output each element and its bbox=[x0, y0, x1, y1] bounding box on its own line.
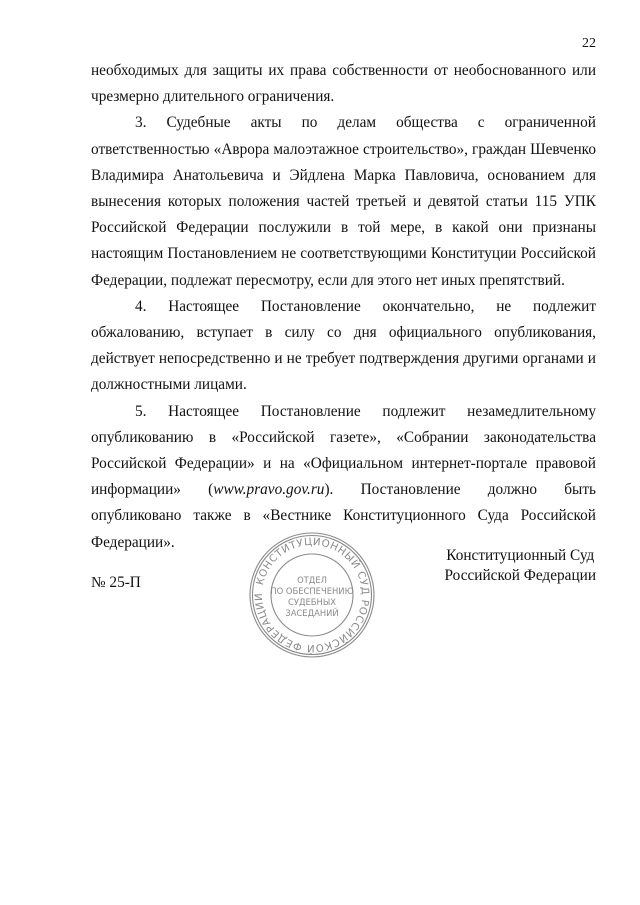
stamp-center-line-1: ОТДЕЛ bbox=[297, 575, 327, 585]
paragraph-continuation: необходимых для защиты их права собственности от необоснованного или чрезмерно длительного ограничения. bbox=[91, 62, 596, 106]
signature-block bbox=[445, 546, 596, 586]
signature-line-1: Конституционный Суд bbox=[446, 547, 595, 564]
paragraph-5-text-start: 5. Настоящее Постановление подлежит незамедлительному опубликованию в «Российской газете», «Собрании законодательства Российской Федерации» и на «Официальном интернет-портале правовой информации» ( bbox=[91, 402, 596, 499]
page-number: 22 bbox=[582, 36, 596, 51]
stamp-ring-text: КОНСТИТУЦИОННЫЙ СУД РОССИЙСКОЙ ФЕДЕРАЦИИ bbox=[253, 536, 371, 654]
decree-number: № 25-П bbox=[91, 574, 141, 591]
stamp-center-line-4: ЗАСЕДАНИЙ bbox=[285, 608, 339, 618]
stamp-center-line-3: СУДЕБНЫХ bbox=[288, 597, 336, 607]
stamp-center-line-2: ПО ОБЕСПЕЧЕНИЮ bbox=[270, 586, 354, 596]
stamp-seal-icon bbox=[247, 530, 377, 660]
signature-line-2: Российской Федерации bbox=[444, 567, 596, 584]
official-stamp bbox=[247, 530, 377, 660]
pravo-website-link[interactable]: www.pravo.gov.ru bbox=[213, 481, 325, 499]
paragraph-5-text-end: ). Постановление должно быть опубликовано также в «Вестнике Конституционного Суда Российской Федерации». bbox=[91, 481, 596, 551]
paragraph-3: 3. Судебные акты по делам общества с ограниченной ответственностью «Аврора малоэтажное строительство», граждан Шевченко Владимира Анатольевича и Эйдлена Марка Павловича, основанием для вынесения которых положения частей третьей и девятой статьи 115 УПК Российской Федерации послужили в той мере, в какой они признаны настоящим Постановлением не соответствующими Конституции Российской Федерации, подлежат пересмотру, если для этого нет иных препятствий. bbox=[91, 114, 596, 289]
document-body bbox=[91, 58, 596, 556]
paragraph-4: 4. Настоящее Постановление окончательно, не подлежит обжалованию, вступает в силу со дня официального опубликования, действует непосредственно и не требует подтверждения другими органами и должностными лицами. bbox=[91, 297, 596, 394]
